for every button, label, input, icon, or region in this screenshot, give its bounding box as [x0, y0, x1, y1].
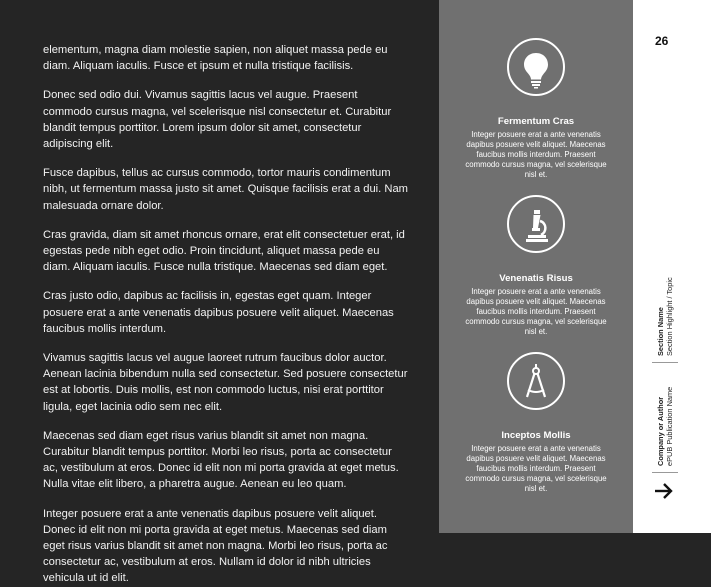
feature-text: Integer posuere erat a ante venenatis dapibus posuere velit aliquet. Maecenas faucibus mollis interdum. Praesent commodo cursus magna, vel scelerisque nisl et.	[465, 130, 607, 179]
body-paragraph: Cras justo odio, dapibus ac facilisis in, egestas eget quam. Integer posuere erat a ante venenatis dapibus posuere velit aliquet. Maecenas faucibus mollis interdum.	[43, 290, 394, 335]
section-topic: Section Highlight / Topic	[664, 277, 674, 356]
feature-block	[439, 352, 633, 494]
page-rail	[633, 0, 711, 533]
feature-text: Integer posuere erat a ante venenatis dapibus posuere velit aliquet. Maecenas faucibus mollis interdum. Praesent commodo cursus magna, vel scelerisque nisl et.	[465, 287, 607, 336]
section-label	[657, 277, 675, 356]
divider	[652, 472, 678, 473]
feature-sidebar	[439, 0, 633, 533]
page-number: 26	[655, 34, 669, 48]
feature-title: Inceptos Mollis	[501, 430, 571, 441]
feature-title: Fermentum Cras	[497, 116, 575, 127]
company-name: Company or Author	[656, 396, 665, 466]
feature-block	[439, 195, 633, 337]
section-name: Section Name	[656, 307, 665, 356]
arrow-right-icon[interactable]	[653, 481, 675, 501]
feature-title: Venenatis Risus	[499, 273, 573, 284]
feature-text: Integer posuere erat a ante venenatis dapibus posuere velit aliquet. Maecenas faucibus mollis interdum. Praesent commodo cursus magna, vel scelerisque nisl et.	[465, 444, 607, 493]
microscope-icon	[507, 195, 565, 253]
feature-block	[439, 38, 633, 180]
divider	[652, 362, 678, 363]
body-paragraph: Cras gravida, diam sit amet rhoncus ornare, erat elit consectetuer erat, id egestas pede nibh eget odio. Proin tincidunt, aliquet massa pede eu diam. Aliquam iaculis. Fusce nulla tristique. Maecenas sed diam eget.	[43, 228, 405, 274]
compass-icon	[507, 352, 565, 410]
body-paragraph: Integer posuere erat a ante venenatis dapibus posuere velit aliquet. Donec id elit non mi porta gravida at eget metus. Maecenas sed diam eget risus varius blandit sit amet non magna. Morbi leo risus, porta ac consectetur ac, vestibulum at eros. Nullam id dolor id nibh ultricies vehicula ut id elit.	[43, 507, 388, 585]
body-paragraph: Fusce dapibus, tellus ac cursus commodo, tortor mauris condimentum nibh, ut fermentum massa justo sit amet. Quisque facilisis erat a dui. Nam malesuada ornare dolor.	[43, 167, 408, 212]
body-paragraph: Donec sed odio dui. Vivamus sagittis lacus vel augue. Praesent commodo cursus magna, vel scelerisque nisl consectetur et. Curabitur blandit tempus porttitor. Lorem ipsum dolor sit amet, consectetur adipiscing elit.	[43, 89, 392, 151]
body-paragraph: Vivamus sagittis lacus vel augue laoreet rutrum faucibus dolor auctor. Aenean lacinia bibendum nulla sed consectetur. Sed posuere consectetur est at lobortis. Duis mollis, est non commodo luctus, nisi erat porttitor ligula, eget lacinia odio sem nec elit.	[43, 352, 408, 413]
body-paragraph: elementum, magna diam molestie sapien, non aliquet massa pede eu diam. Aliquam iaculis. Fusce et ipsum et nulla tristique facilisis.	[43, 44, 388, 73]
body-paragraph: Maecenas sed diam eget risus varius blandit sit amet non magna. Curabitur blandit tempus porttitor. Morbi leo risus, porta ac consectetur ac, vestibulum at eros. Donec id elit non mi porta gravida at eget metus. Nulla vitae elit libero, a pharetra augue. Aenean eu leo quam.	[43, 429, 399, 491]
publication-label	[657, 387, 675, 466]
publication-name: ePUB Publication Name	[664, 386, 674, 466]
lightbulb-icon	[507, 38, 565, 96]
